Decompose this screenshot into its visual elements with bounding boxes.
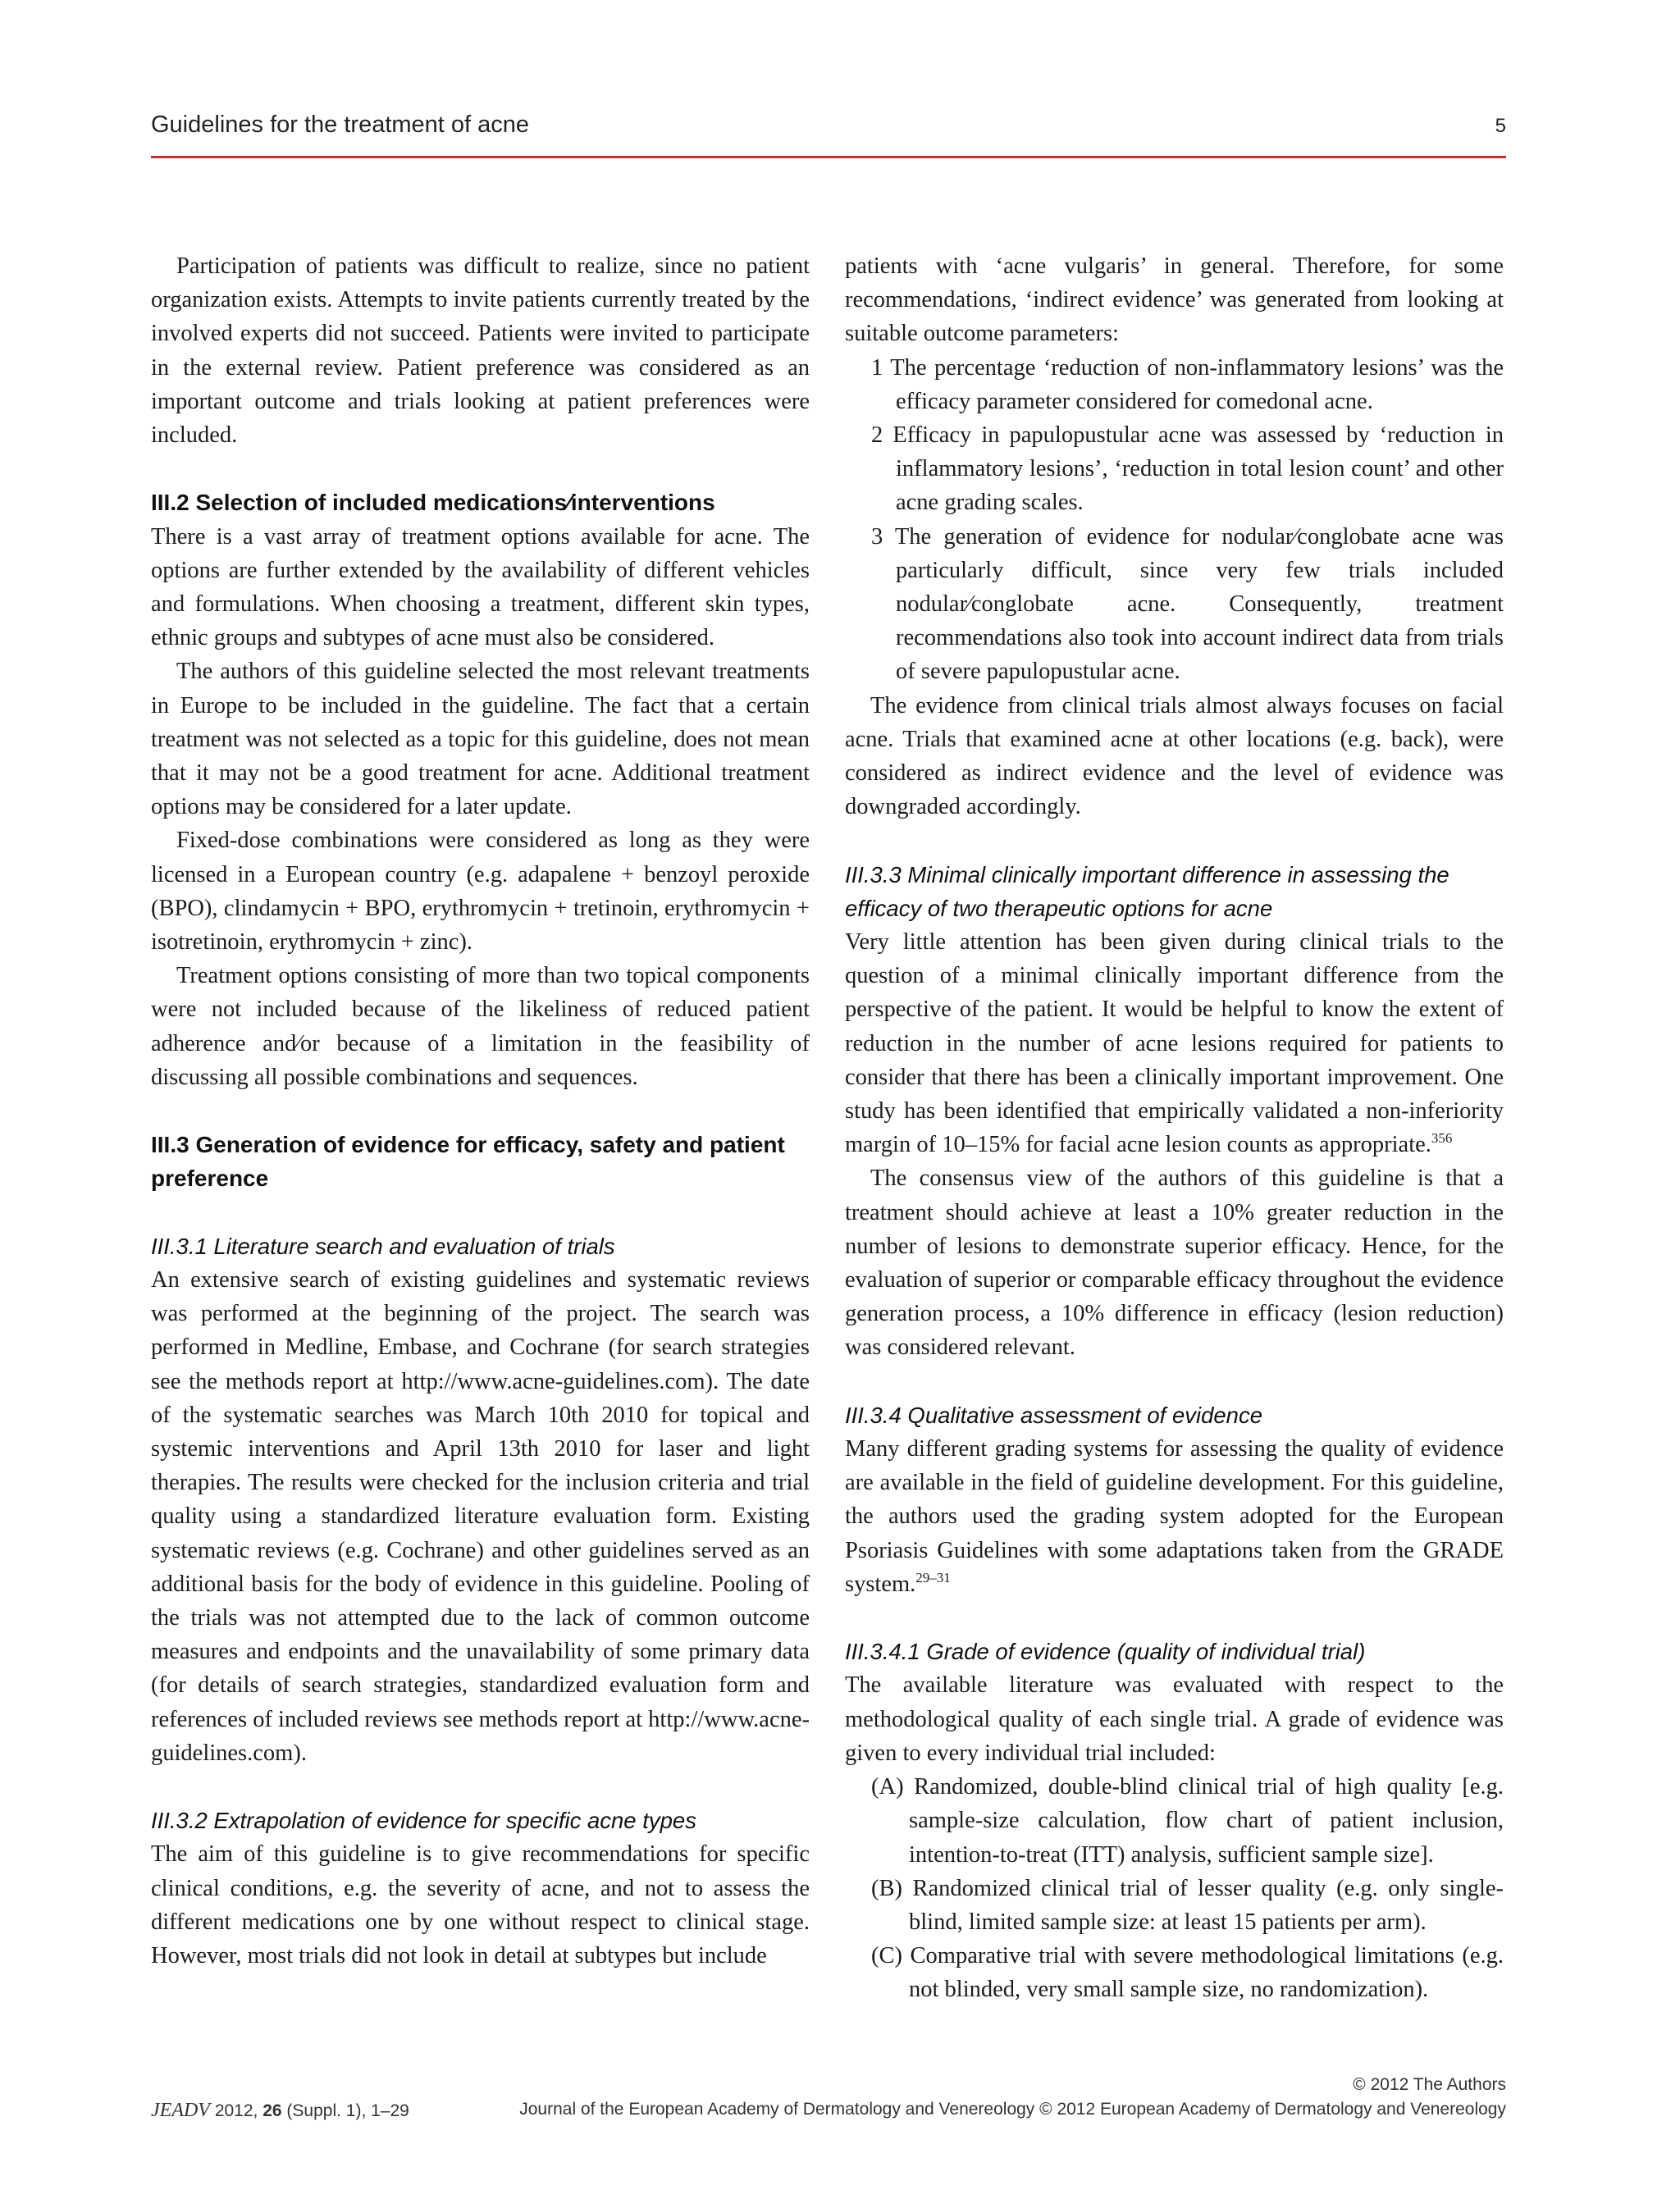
grade-list: [845, 1770, 1504, 2006]
section-heading-III2: III.2 Selection of included medications⁄interventions: [151, 490, 715, 516]
subsection-heading-III31: III.3.1 Literature search and evaluation of trials: [151, 1233, 615, 1259]
citation-ref: 356: [1431, 1130, 1453, 1147]
paragraph-literature-search: An extensive search of existing guidelines and systematic reviews was performed at the beginning of the project. The search was performed in Medline, Embase, and Cochrane (for search strategies see the methods report at http://www.acne-guidelines.com). The date of the systematic searches was March 10th 2010 for topical and systemic interventions and April 13th 2010 for laser and light therapies. The results were checked for the inclusion criteria and trial quality using a standardized literature evaluation form. Existing systematic reviews (e.g. Cochrane) and other guidelines served as an additional basis for the body of evidence in this guideline. Pooling of the trials was not attempted due to the lack of common outcome measures and endpoints and the unavailability of some primary data (for details of search strategies, standardized evaluation form and references of included reviews see methods report at http://www.acne-guidelines.com).: [151, 1267, 810, 1766]
running-header: [151, 112, 1506, 144]
header-rule: [151, 156, 1506, 158]
running-title: Guidelines for the treatment of acne: [151, 112, 530, 138]
page-footer: [151, 2075, 1506, 2133]
list-marker: 1: [871, 354, 883, 381]
paragraph-patient-participation: Participation of patients was difficult to realize, since no patient organization exists. Attempts to invite patients currently treated by the involved experts did not succeed. Patients were invited to participate in the external review. Patient preference was considered as an important outcome and trials looking at patient preferences were included.: [151, 253, 810, 449]
list-item: [845, 351, 1504, 418]
paragraph-facial-acne: The evidence from clinical trials almost always focuses on facial acne. Trials that examined acne at other locations (e.g. back), were considered as indirect evidence and the level of evidence was downgraded accordingly.: [845, 692, 1504, 820]
list-item: [845, 418, 1504, 520]
citation-ref: 29–31: [915, 1569, 951, 1585]
paragraph-selection: The authors of this guideline selected the most relevant treatments in Europe to be included in the guideline. The fact that a certain treatment was not selected as a topic for this guideline, does not mean that it may not be a good treatment for acne. Additional treatment options may be considered for a later update.: [151, 659, 810, 820]
journal-issue-pages: (Suppl. 1), 1–29: [286, 2101, 409, 2120]
list-marker: (B): [871, 1875, 902, 1901]
journal-full-title: Journal of the European Academy of Dermatology and Venereology © 2012 European Academy of Dermatology and Venereology: [519, 2100, 1506, 2119]
section-heading-III3: III.3 Generation of evidence for efficacy, safety and patient preference: [151, 1132, 785, 1192]
outcome-parameter-list: [845, 351, 1504, 689]
paragraph-topical-components: Treatment options consisting of more than two topical components were not included because of the likeliness of reduced patient adherence and⁄or because of a limitation in the feasibility of discussing all possible combinations and sequences.: [151, 963, 810, 1090]
section-spacer: [151, 1770, 810, 1804]
list-item-text: Randomized, double-blind clinical trial of high quality [e.g. sample-size calculation, flow chart of patient inclusion, intention-to-treat (ITT) analysis, sufficient sample size].: [909, 1774, 1504, 1868]
subsection-heading-III32: III.3.2 Extrapolation of evidence for specific acne types: [151, 1808, 696, 1834]
subsection-heading-III341: III.3.4.1 Grade of evidence (quality of individual trial): [845, 1639, 1366, 1665]
section-spacer: [151, 1094, 810, 1128]
paragraph-fixed-dose: Fixed-dose combinations were considered as long as they were licensed in a European country (e.g. adapalene + benzoyl peroxide (BPO), clindamycin + BPO, erythromycin + tretinoin, erythromycin + isotretinoin, erythromycin + zinc).: [151, 828, 810, 956]
section-spacer: [151, 452, 810, 486]
list-marker: 3: [871, 523, 883, 550]
paragraph-extrapolation: The aim of this guideline is to give recommendations for specific clinical conditions, e.g. the severity of acne, and not to assess the different medications one by one without respect to clinical stage. However, most trials did not look in detail at subtypes but include: [151, 1841, 810, 1969]
list-marker: (A): [871, 1774, 904, 1800]
list-item-text: Comparative trial with severe methodological limitations (e.g. not blinded, very small sample size, no randomization).: [909, 1943, 1504, 2003]
paragraph-acne-vulgaris: patients with ‘acne vulgaris’ in general. Therefore, for some recommendations, ‘indirect evidence’ was generated from looking at suitable outcome parameters:: [845, 253, 1504, 347]
paragraph-grade-evidence: The available literature was evaluated with respect to the methodological quality of each single trial. A grade of evidence was given to every individual trial included:: [845, 1672, 1504, 1766]
page-number: 5: [1495, 115, 1506, 137]
paragraph-minimal-difference: [845, 925, 1504, 1161]
journal-year: 2012,: [214, 2101, 258, 2120]
list-item-text: The percentage ‘reduction of non-inflammatory lesions’ was the efficacy parameter considered for comedonal acne.: [890, 354, 1504, 414]
citation-line: [151, 2100, 409, 2122]
subsection-heading-III33: III.3.3 Minimal clinically important difference in assessing the efficacy of two therapeutic options for acne: [845, 861, 1449, 921]
list-item-text: Randomized clinical trial of lesser quality (e.g. only single-blind, limited sample size: at least 15 patients per arm).: [909, 1875, 1504, 1935]
list-item: [845, 1770, 1504, 1872]
paragraph-text: Very little attention has been given during clinical trials to the question of a minimal clinically important difference from the perspective of the patient. It would be helpful to know the extent of reduction in the number of acne lesions required for patients to consider that there has been a clinically important improvement. One study has been identified that empirically validated a non-inferiority margin of 10–15% for facial acne lesion counts as appropriate.: [845, 929, 1504, 1158]
list-item-text: The generation of evidence for nodular⁄conglobate acne was particularly difficult, since very few trials included nodular⁄conglobate acne. Consequently, treatment recommendations also took into account indirect data from trials of severe papulopustular acne.: [894, 523, 1504, 685]
paragraph-grading-systems: [845, 1432, 1504, 1601]
paragraph-consensus: The consensus view of the authors of this guideline is that a treatment should achieve at least a 10% greater reduction in the number of lesions to demonstrate superior efficacy. Hence, for the evaluation of superior or comparable efficacy throughout the evidence generation process, a 10% difference in efficacy (lesion reduction) was considered relevant.: [845, 1166, 1504, 1361]
copyright-notice: © 2012 The Authors: [1353, 2075, 1506, 2094]
list-item: [845, 1939, 1504, 2006]
list-item: [845, 1872, 1504, 1939]
list-marker: 2: [871, 422, 883, 449]
right-column: [845, 249, 1504, 2007]
journal-abbreviation: JEADV: [151, 2100, 210, 2121]
section-spacer: [845, 1365, 1504, 1398]
list-item: [845, 520, 1504, 689]
subsection-heading-III34: III.3.4 Qualitative assessment of evidence: [845, 1402, 1263, 1428]
list-marker: (C): [871, 1943, 902, 1969]
section-spacer: [845, 823, 1504, 857]
paragraph-treatment-options: There is a vast array of treatment options available for acne. The options are further extended by the availability of different vehicles and formulations. When choosing a treatment, different skin types, ethnic groups and subtypes of acne must also be considered.: [151, 523, 810, 651]
left-column: [151, 249, 810, 1973]
list-item-text: Efficacy in papulopustular acne was assessed by ‘reduction in inflammatory lesions’, ‘reduction in total lesion count’ and other acne grading scales.: [892, 422, 1504, 516]
journal-volume: 26: [262, 2101, 282, 2120]
section-spacer: [151, 1196, 810, 1229]
section-spacer: [845, 1601, 1504, 1635]
paragraph-text: Many different grading systems for assessing the quality of evidence are available in the field of guideline development. For this guideline, the authors used the grading system adopted for the European Psoriasis Guidelines with some adaptations taken from the GRADE system.: [845, 1436, 1504, 1597]
